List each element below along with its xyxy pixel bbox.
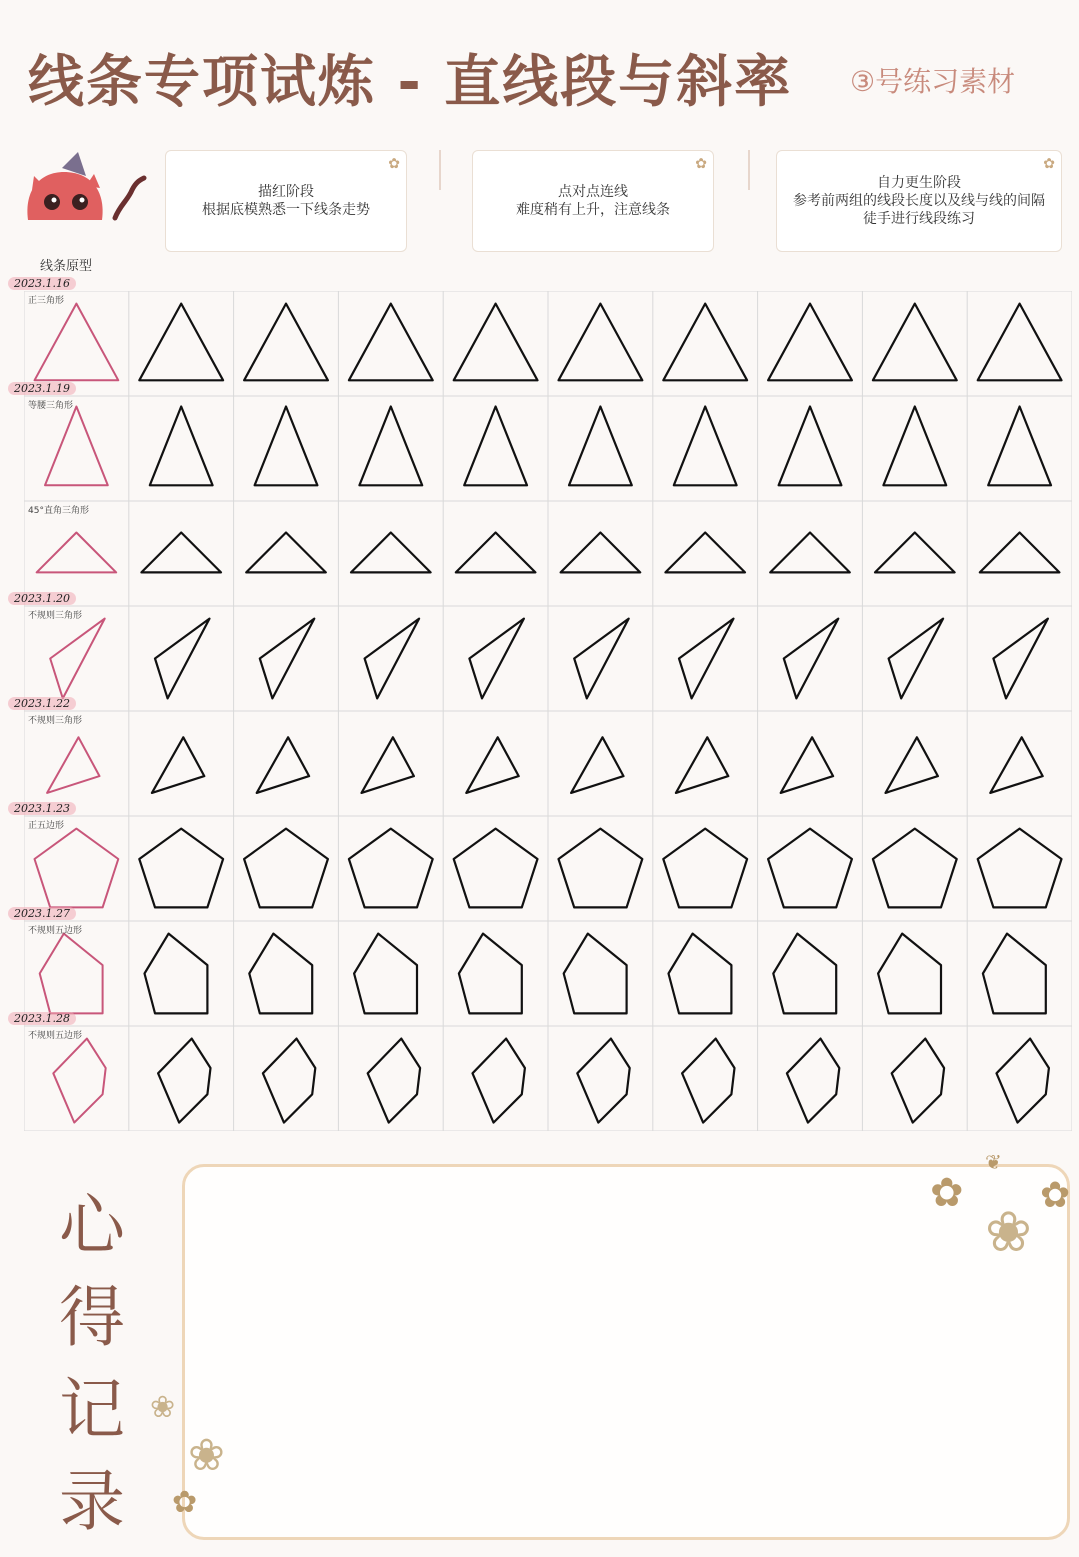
practice-shape xyxy=(873,304,957,381)
practice-shape xyxy=(993,619,1048,699)
practice-shape xyxy=(145,934,208,1014)
practice-shape xyxy=(158,1039,210,1123)
row-label: 不规则三角形 xyxy=(28,716,83,726)
prototype-shape xyxy=(45,407,108,486)
page-title: 线条专项试炼 - 直线段与斜率 xyxy=(28,50,793,115)
row-date: 2023.1.20 xyxy=(8,592,76,605)
practice-shape xyxy=(663,829,747,908)
prototype-label: 线条原型 xyxy=(40,259,93,274)
sakura-icon: ❀ xyxy=(985,1200,1032,1265)
notes-area[interactable] xyxy=(182,1164,1070,1540)
flower-icon: ✿ xyxy=(1043,156,1055,172)
practice-shape xyxy=(768,304,852,381)
sakura-icon: ✿ xyxy=(1040,1175,1071,1216)
practice-shape xyxy=(368,1039,420,1123)
practice-shape xyxy=(244,304,328,381)
sakura-icon: ✿ xyxy=(172,1485,198,1520)
practice-shape xyxy=(459,934,522,1014)
practice-shape xyxy=(983,934,1046,1014)
flower-icon: ✿ xyxy=(695,156,707,172)
practice-shape xyxy=(978,304,1062,381)
practice-shape xyxy=(875,533,955,573)
prototype-shape xyxy=(50,619,104,699)
stage-desc: 徒手进行线段练习 xyxy=(863,211,975,227)
practice-shape xyxy=(362,737,414,793)
practice-shape xyxy=(139,829,223,908)
practice-shape xyxy=(466,737,518,793)
stage-desc: 难度稍有上升，注意线条 xyxy=(516,202,670,218)
practice-shape xyxy=(988,407,1051,486)
practice-shape xyxy=(249,934,312,1014)
prototype-shape xyxy=(35,304,119,381)
practice-shape xyxy=(997,1039,1049,1123)
petal-icon: ❦ xyxy=(985,1150,1002,1174)
practice-shape xyxy=(244,829,328,908)
practice-shape xyxy=(255,407,318,486)
divider xyxy=(748,150,750,190)
practice-shape xyxy=(770,533,850,573)
stage-desc: 参考前两组的线段长度以及线与线的间隔 xyxy=(793,193,1045,209)
sakura-icon: ❀ xyxy=(150,1390,176,1425)
row-date: 2023.1.23 xyxy=(8,802,76,815)
prototype-shape xyxy=(35,829,119,908)
practice-shape xyxy=(351,533,431,573)
practice-shape xyxy=(978,829,1062,908)
sakura-icon: ✿ xyxy=(930,1170,964,1216)
stage-desc: 根据底模熟悉一下线条走势 xyxy=(202,202,370,218)
practice-shape xyxy=(873,829,957,908)
row-label: 不规则三角形 xyxy=(28,611,83,621)
practice-shape xyxy=(768,829,852,908)
practice-shape xyxy=(577,1039,629,1123)
practice-shape xyxy=(569,407,632,486)
practice-shape xyxy=(257,737,309,793)
practice-shape xyxy=(139,304,223,381)
practice-shape xyxy=(773,934,836,1014)
stage-title: 描红阶段 xyxy=(258,184,314,200)
row-date: 2023.1.27 xyxy=(8,907,76,920)
stage-card-connect xyxy=(472,150,714,252)
practice-shape xyxy=(564,934,627,1014)
practice-shape xyxy=(155,619,210,699)
practice-shape xyxy=(779,407,842,486)
practice-shape xyxy=(669,934,732,1014)
stage-card-trace xyxy=(165,150,407,252)
row-date: 2023.1.19 xyxy=(8,382,76,395)
practice-shape xyxy=(454,829,538,908)
prototype-shape xyxy=(40,934,103,1014)
practice-shape xyxy=(559,304,643,381)
row-date: 2023.1.16 xyxy=(8,277,76,290)
practice-grid xyxy=(24,291,1072,1131)
practice-shape xyxy=(892,1039,944,1123)
practice-shape xyxy=(665,533,745,573)
practice-shape xyxy=(574,619,629,699)
practice-shape xyxy=(781,737,833,793)
practice-shape xyxy=(676,737,728,793)
practice-shape xyxy=(886,737,938,793)
prototype-shape xyxy=(47,737,99,793)
prototype-shape xyxy=(53,1039,105,1123)
notes-title xyxy=(52,1180,132,1548)
practice-shape xyxy=(464,407,527,486)
row-label: 45°直角三角形 xyxy=(28,506,89,516)
practice-shape xyxy=(152,737,204,793)
notes-title-char: 心 xyxy=(59,1187,125,1264)
divider xyxy=(439,150,441,190)
practice-shape xyxy=(679,619,734,699)
notes-title-char: 得 xyxy=(59,1279,125,1356)
page-subtitle: ③号练习素材 xyxy=(850,65,1016,98)
practice-shape xyxy=(473,1039,525,1123)
practice-shape xyxy=(784,619,839,699)
practice-shape xyxy=(674,407,737,486)
practice-shape xyxy=(349,829,433,908)
notes-title-char: 记 xyxy=(59,1371,125,1448)
practice-shape xyxy=(878,934,941,1014)
practice-shape xyxy=(359,407,422,486)
flower-icon: ✿ xyxy=(388,156,400,172)
practice-shape xyxy=(456,533,536,573)
practice-shape xyxy=(354,934,417,1014)
practice-shape xyxy=(561,533,641,573)
notes-title-char: 录 xyxy=(59,1463,125,1540)
practice-shape xyxy=(246,533,326,573)
stage-title: 点对点连线 xyxy=(558,184,628,200)
practice-shape xyxy=(469,619,524,699)
practice-shape xyxy=(571,737,623,793)
practice-shape xyxy=(787,1039,839,1123)
row-label: 不规则五边形 xyxy=(28,1031,83,1041)
practice-shape xyxy=(990,737,1042,793)
practice-shape xyxy=(141,533,221,573)
practice-shape xyxy=(365,619,420,699)
practice-shape xyxy=(682,1039,734,1123)
row-label: 正五边形 xyxy=(28,821,65,831)
practice-shape xyxy=(349,304,433,381)
prototype-shape xyxy=(37,533,117,573)
row-date: 2023.1.22 xyxy=(8,697,76,710)
row-date: 2023.1.28 xyxy=(8,1012,76,1025)
practice-shape xyxy=(980,533,1060,573)
sakura-icon: ❀ xyxy=(188,1430,225,1481)
practice-shape xyxy=(559,829,643,908)
row-label: 等腰三角形 xyxy=(28,401,74,411)
mascot-icon xyxy=(20,150,150,240)
row-label: 正三角形 xyxy=(28,296,65,306)
practice-shape xyxy=(150,407,213,486)
row-label: 不规则五边形 xyxy=(28,926,83,936)
stage-card-freehand xyxy=(776,150,1062,252)
practice-shape xyxy=(883,407,946,486)
practice-shape xyxy=(260,619,315,699)
practice-shape xyxy=(263,1039,315,1123)
stage-title: 自力更生阶段 xyxy=(877,175,961,191)
practice-shape xyxy=(454,304,538,381)
practice-shape xyxy=(889,619,944,699)
practice-shape xyxy=(663,304,747,381)
